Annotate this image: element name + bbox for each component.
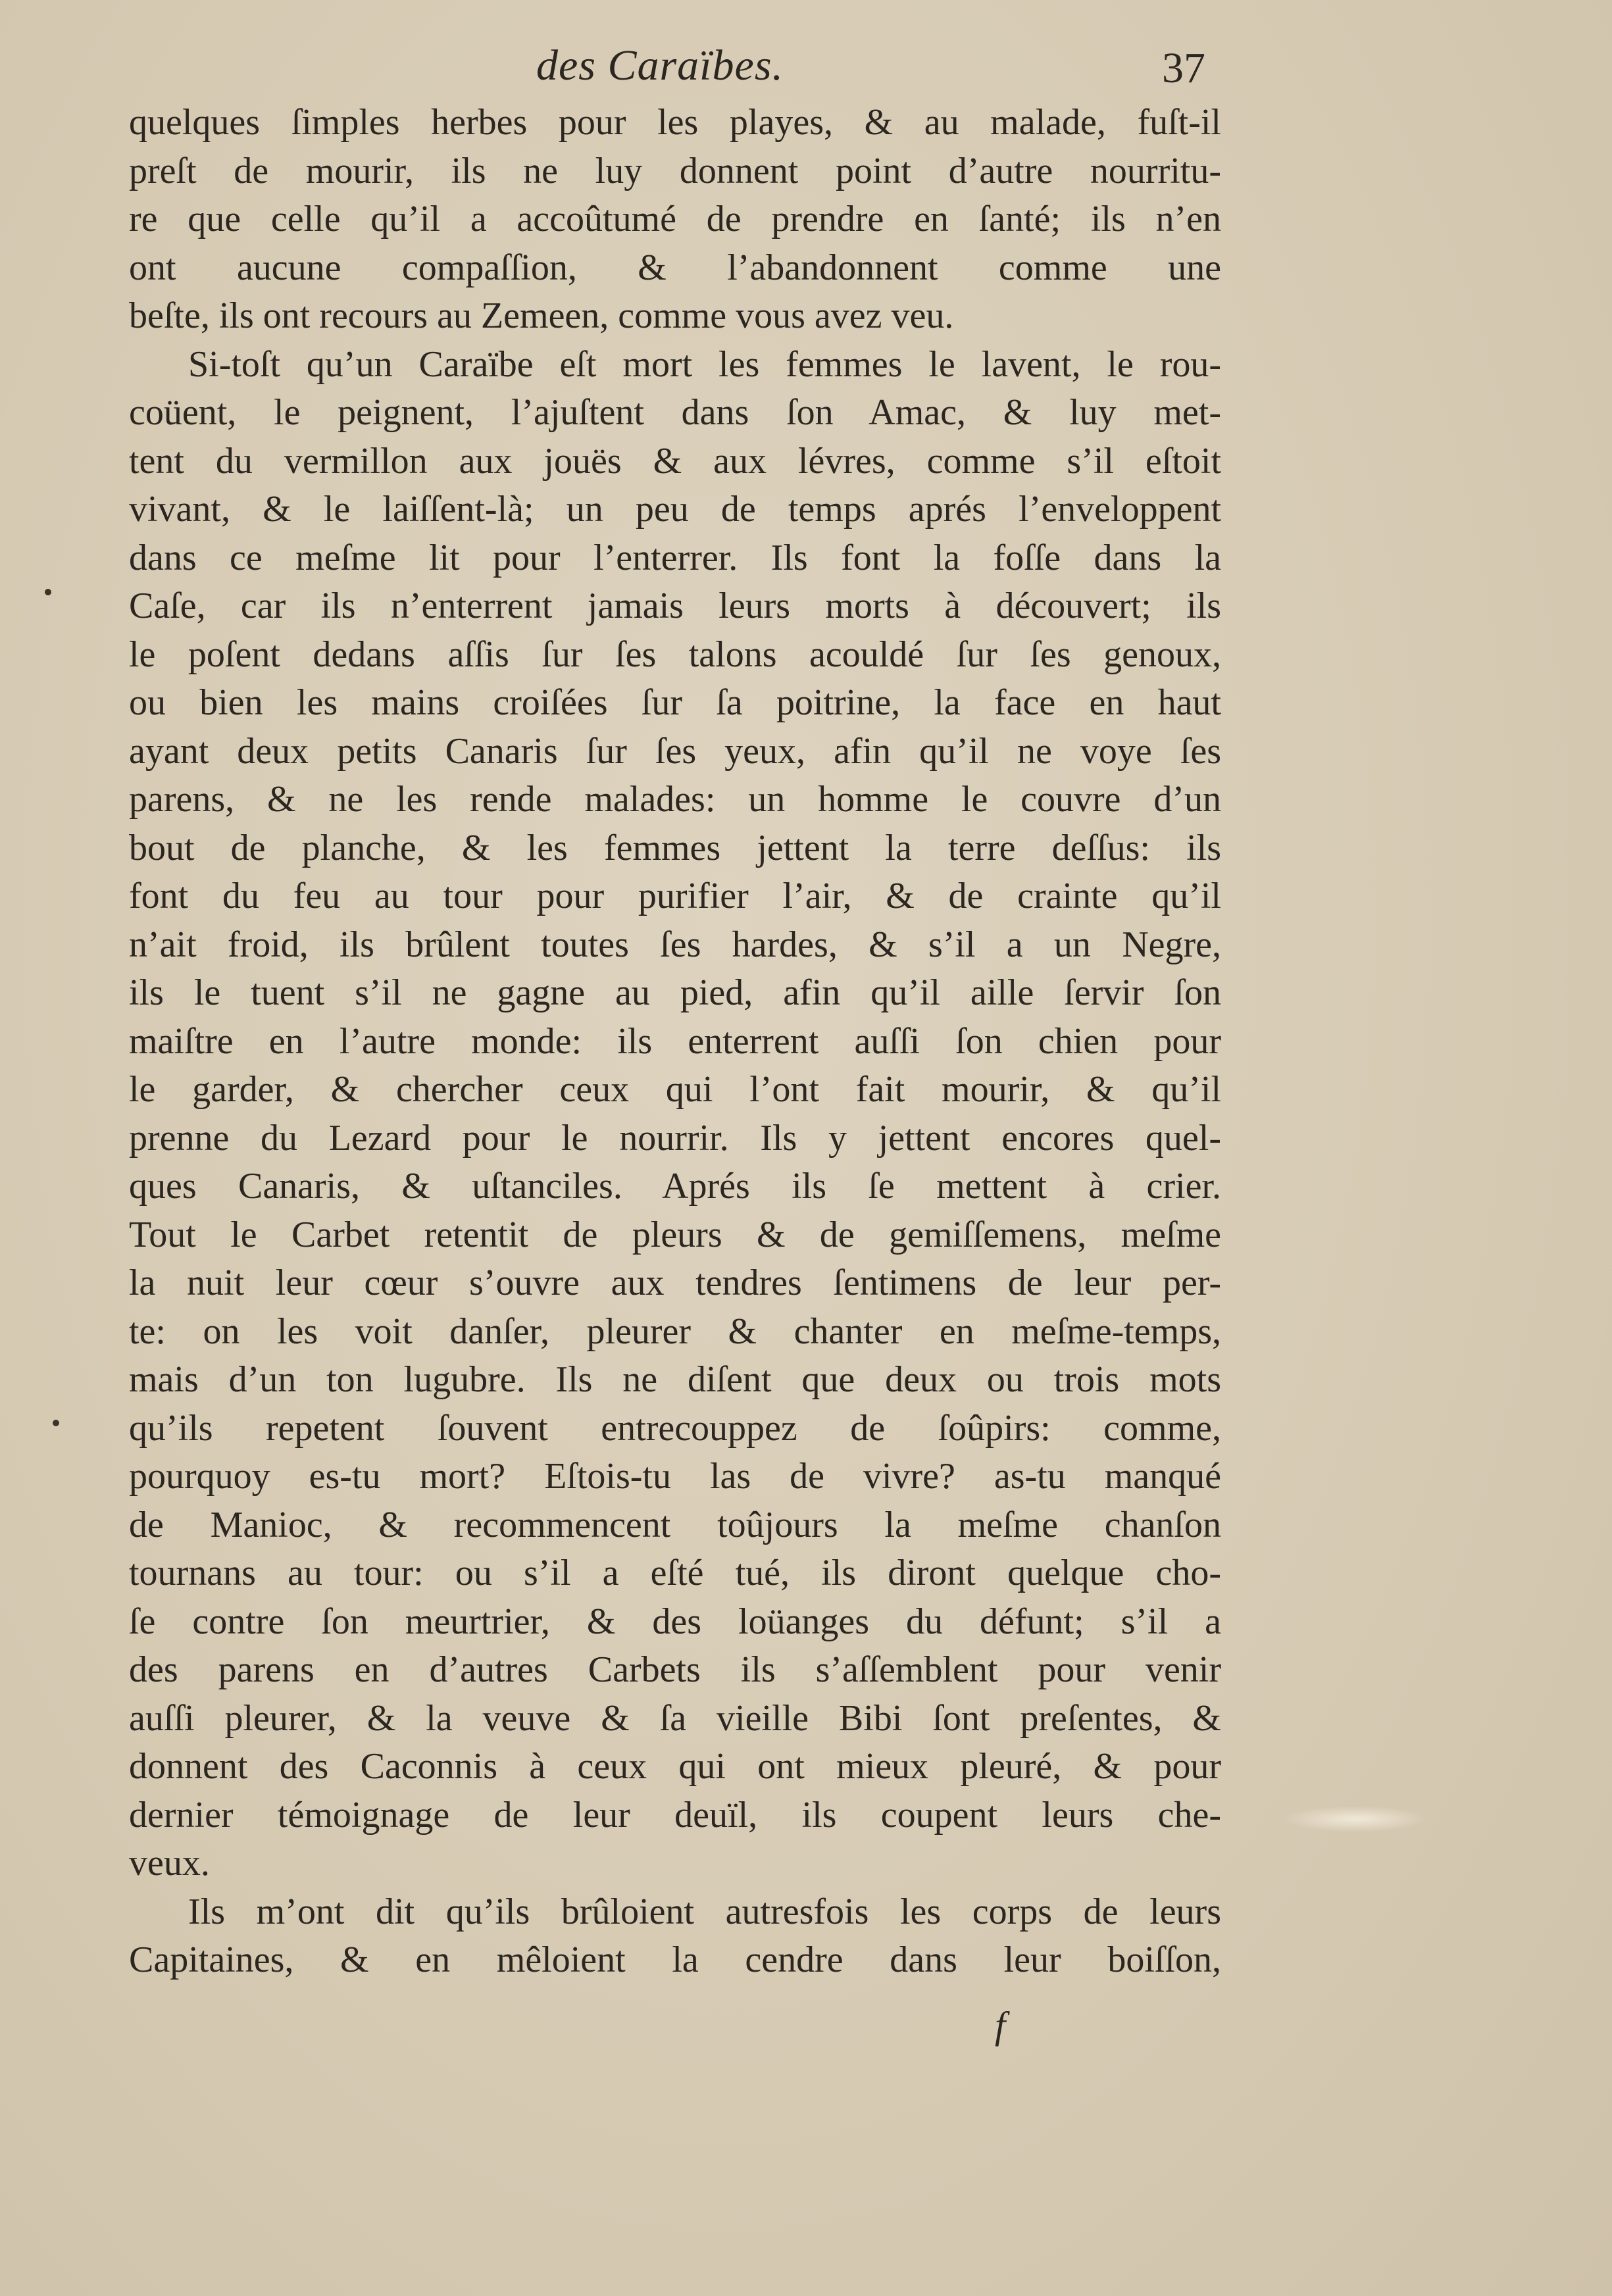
running-title: des Caraïbes. [536,41,784,89]
text-line: beſte, ils ont recours au Zemeen, comme vous avez veu. [129,295,954,336]
text-line: font du feu au tour pour purifier l’air, & de crainte qu’il [129,876,1221,916]
text-line: re que celle qu’il a accoûtumé de prendre en ſanté; ils n’en [129,199,1221,239]
text-line: le garder, & chercher ceux qui l’ont fait mourir, & qu’il [129,1069,1221,1110]
paper-stain [1283,1806,1428,1832]
text-line: Tout le Carbet retentit de pleurs & de gemiſſemens, meſme [129,1214,1221,1255]
text-line: parens, & ne les rende malades: un homme le couvre d’un [129,779,1221,820]
text-line: n’ait froid, ils brûlent toutes ſes hardes, & s’il a un Negre, [129,924,1221,965]
text-line: des parens en d’autres Carbets ils s’aſſemblent pour venir [129,1649,1221,1690]
text-line: donnent des Caconnis à ceux qui ont mieux pleuré, & pour [129,1746,1221,1787]
body-text [129,99,1221,1985]
catchword: f [995,2004,1006,2047]
text-line: de Manioc, & recommencent toûjours la meſme chanſon [129,1504,1221,1545]
text-line: ques Canaris, & uſtanciles. Aprés ils ſe mettent à crier. [129,1166,1221,1207]
text-line: Caſe, car ils n’enterrent jamais leurs morts à découvert; ils [129,586,1221,626]
text-line: dans ce meſme lit pour l’enterrer. Ils font la foſſe dans la [129,537,1221,578]
text-line: maiſtre en l’autre monde: ils enterrent auſſi ſon chien pour [129,1020,1221,1062]
text-line: le poſent dedans aſſis ſur ſes talons acouldé ſur ſes genoux, [129,634,1221,675]
text-line: ou bien les mains croiſées ſur ſa poitrine, la face en haut [129,682,1221,723]
text-line: pourquoy es-tu mort? Eſtois-tu las de vivre? as-tu manqué [129,1456,1221,1497]
text-line: prenne du Lezard pour le nourrir. Ils y jettent encores quel- [129,1117,1221,1159]
text-line: veux. [129,1843,210,1884]
text-line: la nuit leur cœur s’ouvre aux tendres ſentimens de leur per- [129,1262,1221,1303]
text-line: qu’ils repetent ſouvent entrecouppez de ſoûpirs: comme, [129,1407,1221,1449]
text-line: Ils m’ont dit qu’ils brûloient autresfois les corps de leurs [188,1891,1221,1932]
text-line: bout de planche, & les femmes jettent la terre deſſus: ils [129,827,1221,868]
text-line: Si-toſt qu’un Caraïbe eſt mort les femmes le lavent, le rou- [188,343,1221,385]
margin-mark [53,1420,59,1426]
text-line: quelques ſimples herbes pour les playes, & au malade, fuſt-il [129,102,1221,143]
text-line: ſe contre ſon meurtrier, & des loüanges du défunt; s’il a [129,1601,1221,1642]
text-line: vivant, & le laiſſent-là; un peu de temps aprés l’enveloppent [129,489,1221,530]
text-line: auſſi pleurer, & la veuve & ſa vieille Bibi ſont preſentes, & [129,1697,1221,1739]
page-number: 37 [1162,44,1205,92]
text-line: ont aucune compaſſion, & l’abandonnent comme une [129,247,1221,288]
text-line: tournans au tour: ou s’il a eſté tué, ils diront quelque cho- [129,1553,1221,1593]
margin-mark [45,589,51,595]
text-line: mais d’un ton lugubre. Ils ne diſent que deux ou trois mots [129,1359,1221,1400]
text-line: dernier témoignage de leur deuïl, ils coupent leurs che- [129,1794,1221,1835]
text-line: ils le tuent s’il ne gagne au pied, afin qu’il aille ſervir ſon [129,972,1221,1013]
text-line: te: on les voit danſer, pleurer & chanter en meſme-temps, [129,1310,1221,1352]
text-line: preſt de mourir, ils ne luy donnent point d’autre nourritu- [129,150,1221,191]
text-line: tent du vermillon aux jouës & aux lévres, comme s’il eſtoit [129,440,1221,482]
text-line: ayant deux petits Canaris ſur ſes yeux, afin qu’il ne voye ſes [129,730,1221,772]
text-line: Capitaines, & en mêloient la cendre dans leur boiſſon, [129,1939,1221,1980]
text-line: coüent, le peignent, l’ajuſtent dans ſon Amac, & luy met- [129,392,1221,433]
